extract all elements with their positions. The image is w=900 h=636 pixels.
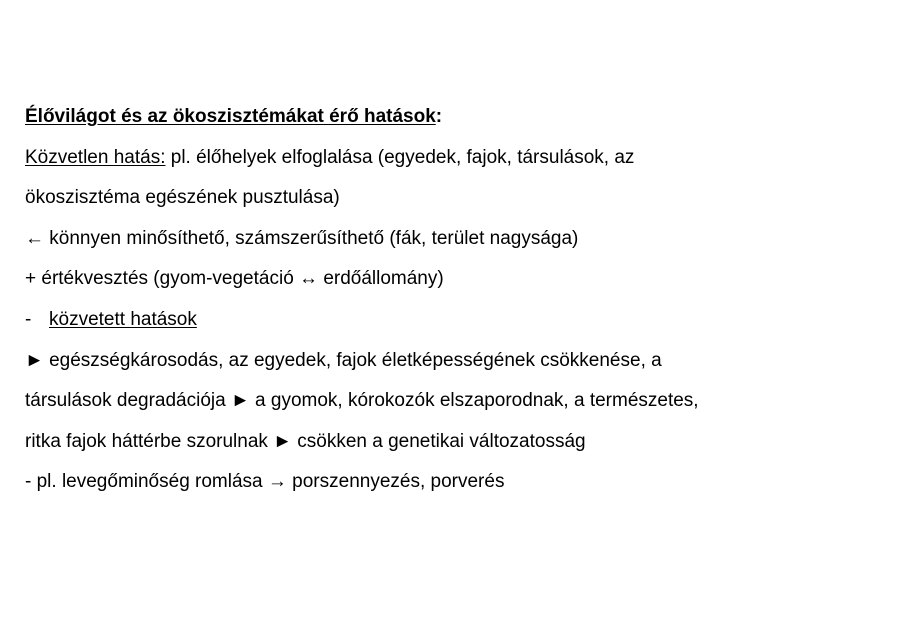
heading-colon: : <box>435 106 443 127</box>
heading-title: Élővilágot és az ökoszisztémákat érő hatások <box>25 106 436 127</box>
indirect-dash: - <box>25 308 32 330</box>
section-heading <box>25 107 885 127</box>
direct-effect-label: Közvetlen hatás: <box>25 146 166 168</box>
text-line-10: - pl. levegőminőség romlása → porszennyezés, porverés <box>25 471 505 493</box>
direct-effect-text: pl. élőhelyek elfoglalása (egyedek, fajok, társulások, az <box>165 146 635 168</box>
text-line-4: ← könnyen minősíthető, számszerűsíthető (fák, terület nagysága) <box>25 227 579 249</box>
document-body <box>25 107 885 513</box>
text-line-3: ökoszisztéma egészének pusztulása) <box>25 187 340 209</box>
text-line-8: társulások degradációja ► a gyomok, kórokozók elszaporodnak, a természetes, <box>25 390 699 412</box>
indirect-effect-label: közvetett hatások <box>49 308 197 330</box>
text-line-5: + értékvesztés (gyom-vegetáció ↔ erdőállomány) <box>25 268 444 290</box>
indirect-effect-line <box>25 310 885 330</box>
text-line-9: ritka fajok háttérbe szorulnak ► csökken a genetikai változatosság <box>25 430 586 452</box>
direct-effect-line <box>25 148 885 168</box>
text-line-7: ► egészségkárosodás, az egyedek, fajok életképességének csökkenése, a <box>25 349 662 371</box>
